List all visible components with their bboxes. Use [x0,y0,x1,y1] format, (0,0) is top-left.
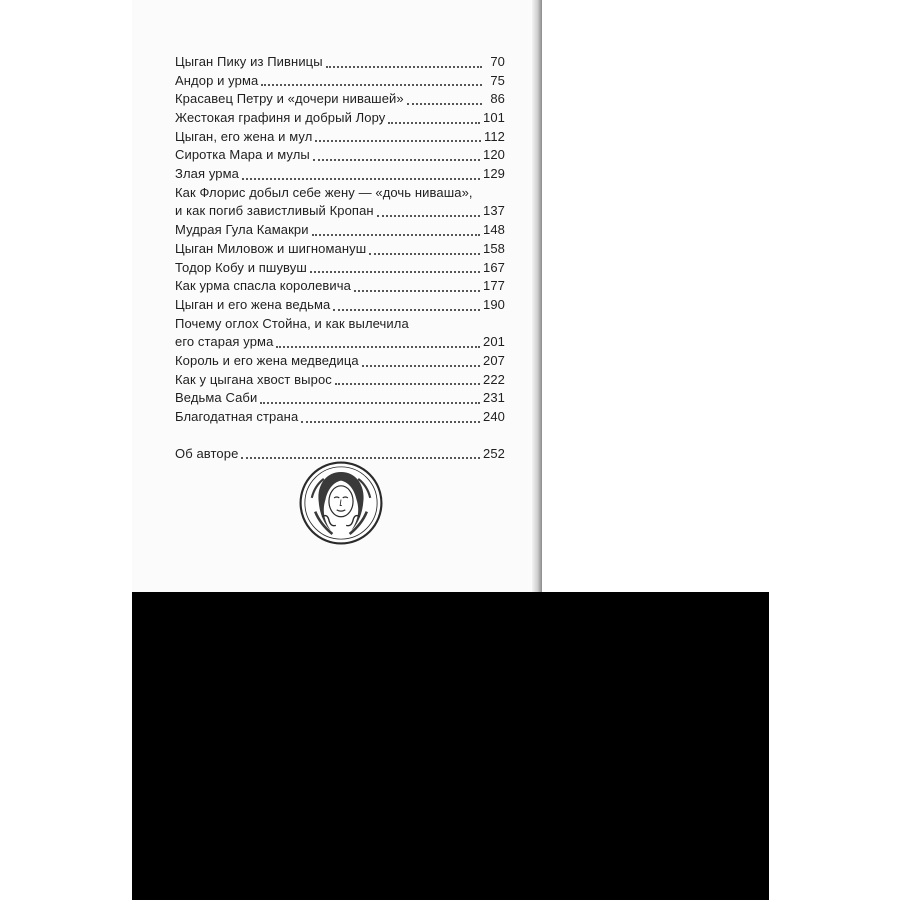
toc-entry-title: Андор и урма [175,72,259,88]
toc-entry-title: Ведьма Саби [175,390,258,406]
toc-entry [175,352,505,371]
toc-leader-dots [312,233,480,236]
toc-entry [175,146,505,165]
toc-leader-dots [260,401,480,404]
toc-entry [175,259,505,278]
toc-entry-title: Цыган, его жена и мул [175,128,313,144]
toc-entry [175,408,505,427]
toc-entry-title: Цыган и его жена ведьма [175,296,331,312]
toc-entry [175,277,505,296]
toc-entry-title: Жестокая графиня и добрый Лору [175,110,386,126]
toc-entry [175,53,505,72]
toc-entry-page: 70 [490,53,505,69]
toc-entry-title: Цыган Миловож и шигномануш [175,240,367,256]
toc-entry-page: 190 [483,296,505,312]
black-background-area [132,592,769,900]
toc-entry-page: 231 [483,390,505,406]
toc-entry-page: 167 [483,259,505,275]
toc-entry-title: Сиротка Мара и мулы [175,147,310,163]
toc-entry [175,221,505,240]
toc-entry-page: 148 [483,222,505,238]
table-of-contents [175,53,505,463]
toc-leader-dots [261,83,482,86]
toc-leader-dots [362,364,480,367]
toc-entry-title: Тодор Кобу и пшувуш [175,259,307,275]
toc-entry-page: 86 [490,91,505,107]
toc-entry-page: 75 [490,72,505,88]
toc-entry [175,165,505,184]
toc-leader-dots [241,456,480,459]
toc-leader-dots [335,382,480,385]
toc-spacer [175,427,505,445]
toc-entry-title: и как погиб завистливый Кропан [175,203,374,219]
toc-entry-title: Мудрая Гула Камакри [175,222,309,238]
toc-leader-dots [369,252,480,255]
toc-entry-title: Король и его жена медведица [175,352,359,368]
toc-leader-dots [407,102,482,105]
page-edge-shadow [532,0,542,592]
toc-entry [175,333,505,352]
toc-entry-page: 137 [483,203,505,219]
toc-entry-title: Злая урма [175,166,239,182]
toc-leader-dots [301,420,480,423]
toc-entry-page: 177 [483,278,505,294]
toc-entry [175,371,505,390]
toc-entry-page: 240 [483,409,505,425]
toc-leader-dots [377,214,480,217]
toc-entry-title-line1: Почему оглох Стойна, и как вылечила [175,315,409,331]
toc-entry-title: его старая урма [175,334,274,350]
toc-entry-title: Цыган Пику из Пивницы [175,53,323,69]
toc-entry [175,128,505,147]
toc-entry-page: 112 [483,128,505,144]
toc-entry-title: Благодатная страна [175,409,299,425]
toc-entry-page: 101 [483,110,505,126]
toc-leader-dots [276,345,480,348]
toc-entry-page: 120 [483,147,505,163]
toc-entry-title: Красавец Петру и «дочери нивашей» [175,91,404,107]
toc-entry-title: Как у цыгана хвост вырос [175,371,332,387]
toc-entry-page: 158 [483,240,505,256]
ornamental-face-emblem-icon [298,460,384,546]
toc-leader-dots [242,177,480,180]
book-page [132,0,539,592]
toc-leader-dots [326,65,482,68]
toc-entry [175,240,505,259]
toc-leader-dots [354,289,480,292]
toc-entry-title: Как урма спасла королевича [175,278,351,294]
toc-entry-page: 222 [483,371,505,387]
toc-leader-dots [333,308,480,311]
toc-entry-page: 252 [483,445,505,461]
toc-entry [175,90,505,109]
toc-leader-dots [313,158,480,161]
toc-entry-title-line1: Как Флорис добыл себе жену — «дочь ниваша», [175,184,473,200]
toc-entry [175,203,505,222]
toc-entry-title: Об авторе [175,445,239,461]
toc-entry-page: 207 [483,352,505,368]
toc-entry [175,389,505,408]
toc-entry [175,72,505,91]
toc-entry [175,296,505,315]
toc-leader-dots [310,270,480,273]
toc-leader-dots [315,139,481,142]
toc-entry-page: 201 [483,334,505,350]
toc-entry-page: 129 [483,166,505,182]
toc-entry [175,109,505,128]
toc-leader-dots [388,121,480,124]
